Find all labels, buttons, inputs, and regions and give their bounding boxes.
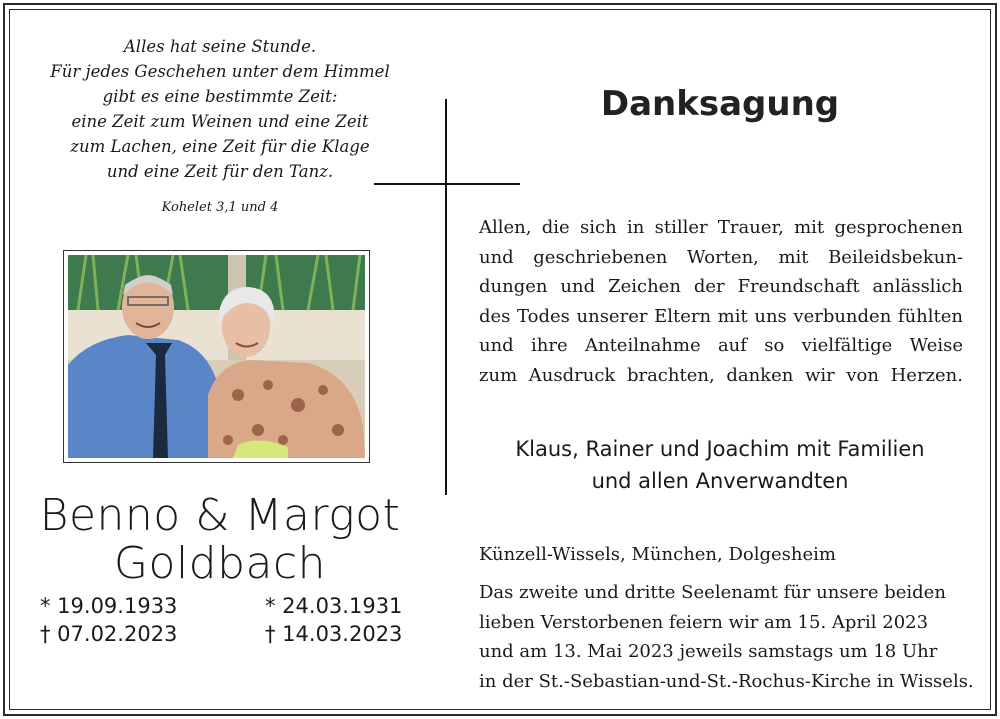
thanks-line: des Todes unserer Eltern mit uns verbunden fühlten: [479, 305, 963, 327]
family-signature: [470, 433, 970, 497]
verse-line: zum Lachen, eine Zeit für die Klage: [70, 137, 370, 156]
names-line-surname: Goldbach: [113, 538, 327, 589]
places-line: Künzell-Wissels, München, Dolgesheim: [479, 544, 836, 565]
notice-line: und am 13. Mai 2023 jeweils samstags um 18 Uhr: [479, 641, 938, 662]
benno-death-date: † 07.02.2023: [40, 622, 178, 646]
margot-death-date: † 14.03.2023: [265, 622, 403, 646]
notice-line: in der St.-Sebastian-und-St.-Rochus-Kirche in Wissels.: [479, 670, 974, 692]
thanks-text: [479, 213, 963, 390]
cross-icon-vertical: [445, 99, 447, 495]
cross-icon-horizontal: [374, 183, 520, 185]
notice-line: Das zweite und dritte Seelenamt für unsere beiden: [479, 582, 946, 603]
benno-dates: [40, 592, 177, 648]
thanks-line: Allen, die sich in stiller Trauer, mit gesprochenen: [479, 217, 963, 238]
names-line-first: Benno & Margot: [39, 490, 401, 541]
thanks-line: dungen und Zeichen der Freundschaft anlässlich: [479, 276, 963, 297]
verse-source: Kohelet 3,1 und 4: [161, 200, 279, 215]
margot-dates: [265, 592, 402, 648]
thanks-line: und geschriebenen Worten, mit Beileidsbekun-: [479, 246, 963, 268]
memorial-mass-notice: [479, 578, 974, 696]
verse-line: gibt es eine bestimmte Zeit:: [102, 87, 338, 106]
deceased-names: [20, 492, 420, 588]
verse-line: Für jedes Geschehen unter dem Himmel: [50, 62, 390, 81]
notice-line: lieben Verstorbenen feiern wir am 15. April 2023: [479, 611, 929, 633]
couple-photo: [63, 250, 370, 463]
margot-birth-date: * 24.03.1931: [265, 594, 403, 618]
verse-line: eine Zeit zum Weinen und eine Zeit: [71, 112, 369, 131]
thanks-heading: Danksagung: [600, 84, 840, 124]
thanks-line: zum Ausdruck brachten, danken wir von Herzen.: [479, 364, 963, 386]
benno-birth-date: * 19.09.1933: [40, 594, 178, 618]
thanks-line: und ihre Anteilnahme auf so vielfältige Weise: [479, 335, 963, 356]
bible-verse: [30, 34, 410, 184]
family-line: und allen Anverwandten: [591, 469, 849, 493]
verse-line: Alles hat seine Stunde.: [123, 37, 317, 56]
verse-line: und eine Zeit für den Tanz.: [106, 162, 334, 181]
family-line: Klaus, Rainer und Joachim mit Familien: [515, 437, 925, 461]
